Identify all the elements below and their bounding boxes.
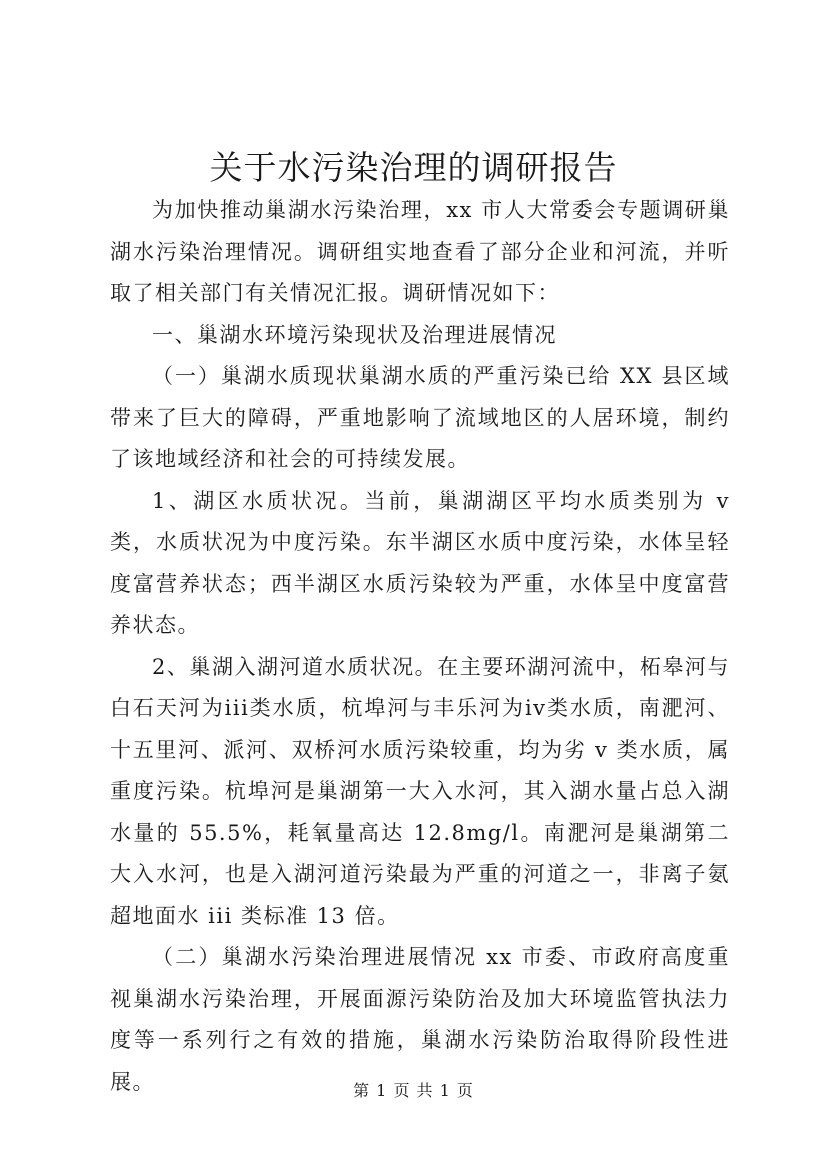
- paragraph-river-water-quality: 2、巢湖入湖河道水质状况。在主要环湖河流中，柘皋河与白石天河为iii类水质，杭埠河与丰乐河为iv类水质，南淝河、十五里河、派河、双桥河水质污染较重，均为劣 v 类水质，属重度污染。杭埠河是巢湖第一大入水河，其入湖水量占总入湖水量的 55.5%，耗氧量高达 12.8mg/l。南淝河是巢湖第二大入水河，也是入湖河道污染最为严重的河道之一，非离子氨超地面水 iii 类标准 13 倍。: [110, 654, 730, 928]
- document-title: 关于水污染治理的调研报告: [209, 148, 618, 187]
- page-number-footer: 第 1 页 共 1 页: [353, 1081, 474, 1100]
- document-body: [110, 190, 730, 1103]
- paragraph-treatment-progress: （二）巢湖水污染治理进展情况 xx 市委、市政府高度重视巢湖水污染治理，开展面源污染防治及加大环境监管执法力度等一系列行之有效的措施，巢湖水污染防治取得阶段性进展。: [110, 945, 730, 1094]
- paragraph-water-quality-status: （一）巢湖水质现状巢湖水质的严重污染已给 XX 县区域带来了巨大的障碍，严重地影响了流域地区的人居环境，制约了该地域经济和社会的可持续发展。: [110, 364, 730, 471]
- paragraph-intro: 为加快推动巢湖水污染治理，xx 市人大常委会专题调研巢湖水污染治理情况。调研组实地查看了部分企业和河流，并听取了相关部门有关情况汇报。调研情况如下：: [110, 198, 730, 305]
- paragraph-lake-water-quality: 1、湖区水质状况。当前，巢湖湖区平均水质类别为 v 类，水质状况为中度污染。东半湖区水质中度污染，水体呈轻度富营养状态；西半湖区水质污染较为严重，水体呈中度富营养状态。: [110, 488, 730, 637]
- section-heading-1: 一、巢湖水环境污染现状及治理进展情况: [152, 322, 557, 347]
